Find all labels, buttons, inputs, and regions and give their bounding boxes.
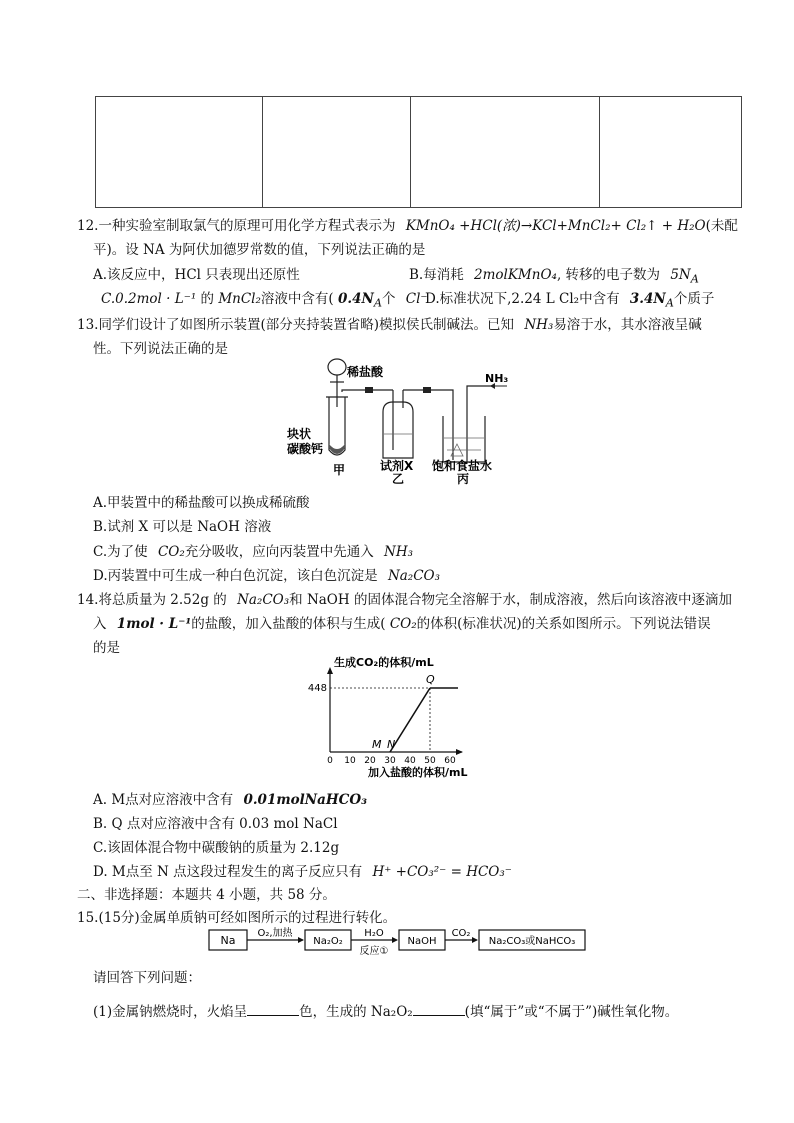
q13-option-c-text: C.为了使 [93,544,148,560]
q14-option-a-value: 0.01molNaHCO₃ [243,792,368,808]
flow-arrowhead [298,937,304,943]
q15-sub1 [93,1000,678,1020]
flow-cond-2-bottom: 反应① [359,946,389,957]
q12-equation-left: KMnO₄ +HCl(浓)→KCl+MnCl₂+ [405,218,622,234]
q12-option-c-text: 的 [200,291,215,307]
chart-series-line [390,688,430,752]
q14-co2: CO₂ [389,616,417,632]
q13-option-d [93,564,440,584]
q12-option-b-formula: 2molKMnO₄ [474,267,557,283]
q13-stem2: 易溶于水，其水溶液呈碱 [553,317,702,333]
flow-label-na: Na [220,934,236,947]
q12-option-c-ion: Cl⁻ [405,291,428,307]
label-bing: 丙 [457,472,470,486]
q14-option-b: B. Q 点对应溶液中含有 0.03 mol NaCl [93,816,338,832]
q12-option-d-unit: 个质子 [673,291,715,307]
answer-cell [263,97,411,208]
chart-x-tick-label: 40 [404,756,416,766]
chart-x-arrowhead [456,749,463,755]
q12-equation-right: Cl₂↑ + H₂O [626,218,706,234]
chart-point-label-q: Q [426,673,435,686]
chart-point-label-n: N [387,738,396,751]
q14-line2 [93,612,711,632]
label-brine: 饱和食盐水 [432,459,493,473]
chart-x-tick-label: 50 [424,756,436,766]
flow-arrowhead [392,937,398,943]
q14-stem: 14.将总质量为 2.52g 的 [77,592,227,608]
section-2-heading: 二、非选择题：本题共 4 小题，共 58 分。 [77,887,336,903]
answer-blank[interactable] [247,1015,299,1016]
q12-option-b-text: B.每消耗 [409,267,464,283]
label-nh3: NH₃ [485,372,509,385]
q15-sub1-text-b: 色，生成的 Na₂O₂ [299,1004,413,1020]
q13-option-d-value: Na₂CO₃ [387,568,441,584]
q12-note: (未配 [705,218,738,234]
q14-stem5: 的体积(标准状况)的关系如图所示。下列说法错误 [416,616,711,632]
q12-option-c-formula: MnCl₂ [218,291,261,307]
nh3-inlet-tube [467,386,493,462]
q12-option-a: A.该反应中，HCl 只表现出还原性 [93,267,300,283]
q14-option-a [93,788,367,808]
sodium-flow-diagram [205,922,590,958]
q12-option-c-sub: A [373,296,382,310]
q14-line1 [77,588,732,608]
flow-label-naoh: NaOH [407,936,437,947]
flow-cond-1: O₂,加热 [257,928,293,939]
q12-line1 [77,214,738,234]
q13-option-d-text: D.丙装置中可生成一种白色沉淀，该白色沉淀是 [93,568,378,584]
label-acid: 稀盐酸 [347,365,384,379]
rubber-joint [365,387,373,393]
funnel-bulb [328,359,346,375]
q14-stem4: 的盐酸，加入盐酸的体积与生成( [191,616,386,632]
q12-option-b-text2: , 转移的电子数为 [556,267,661,283]
beaker [443,416,485,462]
chart-x-tick-label: 0 [327,756,333,766]
chart-x-tick-label: 10 [344,756,356,766]
q12-option-c-text2: 溶液中含有( [260,291,334,307]
chart-point-label-m: M [372,738,382,751]
q15-line1: 15.(15分)金属单质钠可经如图所示的过程进行转化。 [77,910,397,926]
chart-x-tick-label: 20 [364,756,376,766]
answer-cell [600,97,742,208]
q15-sub1-text-c: (填“属于”或“不属于”)碱性氧化物。 [464,1004,679,1020]
chart-x-tick-label: 60 [444,756,456,766]
q12-option-c [101,287,428,310]
q13-option-c [93,540,413,560]
chart-x-tick-label: 30 [384,756,396,766]
q12-option-b [409,263,699,286]
q13-nh3: NH₃ [524,317,554,333]
washing-bottle [383,402,413,458]
rubber-joint [423,387,431,393]
label-solid-2: 碳酸钙 [287,442,324,456]
chart-y-tick-label: 448 [307,683,327,694]
q15-sub1-text-a: (1)金属钠燃烧时，火焰呈 [93,1004,248,1020]
q14-na2co3: Na₂CO₃ [237,592,290,608]
q13-option-b: B.试剂 X 可以是 NaOH 溶液 [93,519,272,535]
q12-option-c-value: 0.4N [337,291,374,307]
q13-option-c-text2: 充分吸收，应向丙装置中先通入 [184,544,374,560]
label-yi: 乙 [392,472,405,486]
q12-option-b-value: 5N [670,267,691,283]
answer-cell [411,97,600,208]
chart-y-arrowhead [327,667,333,674]
q13-option-c-value: NH₃ [384,544,414,560]
q14-stem2: 和 NaOH 的固体混合物完全溶解于水，制成溶液，然后向该溶液中逐滴加 [289,592,732,608]
q13-stem: 13.同学们设计了如图所示装置(部分夹持装置省略)模拟侯氏制碱法。已知 [77,317,515,333]
label-solid-1: 块状 [287,427,312,441]
q12-option-d-text: D.标准状况下,2.24 L Cl₂中含有 [425,291,620,307]
q14-option-d [93,860,512,880]
flow-label-product: Na₂CO₃或NaHCO₃ [488,936,576,947]
flow-arrowhead [472,937,478,943]
q14-option-c: C.该固体混合物中碳酸钠的质量为 2.12g [93,840,340,856]
q13-line1 [77,313,702,333]
q12-option-d-sub: A [665,296,674,310]
answer-table [95,96,742,208]
flow-cond-3: CO₂ [451,928,471,939]
q15-prompt: 请回答下列问题： [93,970,201,986]
q12-option-c-unit: 个 [381,291,396,307]
q13-line2: 性。下列说法正确的是 [93,341,228,357]
chart-xlabel: 加入盐酸的体积/mL [368,766,468,779]
label-reagent: 试剂X [380,459,414,473]
q14-stem3: 入 [93,616,107,632]
answer-cell [96,97,263,208]
q14-line3: 的是 [93,640,120,656]
q14-conc: 1mol · L⁻¹ [116,616,192,632]
q13-option-a: A.甲装置中的稀盐酸可以换成稀硫酸 [93,495,310,511]
q12-option-d-value: 3.4N [629,291,666,307]
q12-stem: 12.一种实验室制取氯气的原理可用化学方程式表示为 [77,218,396,234]
apparatus-diagram [285,352,525,487]
co2-volume-chart [300,652,500,782]
q14-option-a-text: A. M点对应溶液中含有 [93,792,234,808]
label-jia: 甲 [333,463,346,477]
q12-option-d [425,287,714,310]
tube-connector-2 [403,390,453,460]
answer-blank[interactable] [413,1015,465,1016]
q12-option-c-conc: C.0.2mol · L⁻¹ [101,291,197,307]
chart-ylabel: 生成CO₂的体积/mL [334,656,434,669]
q12-line2: 平)。设 NA 为阿伏加德罗常数的值，下列说法正确的是 [93,242,426,258]
q14-option-d-equation: H⁺ +CO₃²⁻ = HCO₃⁻ [372,864,512,880]
q13-option-c-formula: CO₂ [157,544,185,560]
flow-cond-2-top: H₂O [364,928,384,939]
q12-option-b-sub: A [690,272,699,286]
flow-label-na2o2: Na₂O₂ [313,936,343,947]
q14-option-d-text: D. M点至 N 点这段过程发生的离子反应只有 [93,864,363,880]
